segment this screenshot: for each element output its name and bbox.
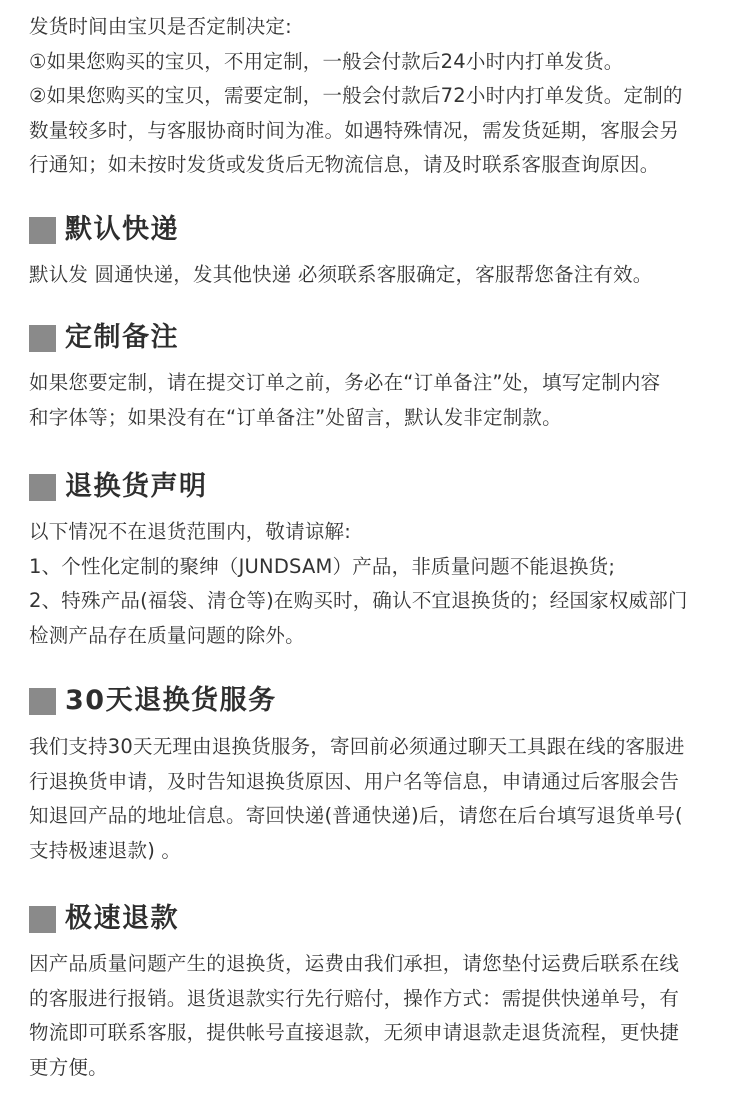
section-heading-return-statement: [29, 469, 208, 505]
body-line: 支持极速退款) 。: [29, 838, 182, 862]
section-title: 退换货声明: [65, 471, 208, 502]
section-heading-30-day-return: [29, 683, 277, 719]
section-heading-express-refund: [29, 901, 179, 937]
heading-marker: [29, 325, 56, 352]
section-body-custom-note: [29, 366, 719, 435]
heading-marker: [29, 906, 56, 933]
intro-line: ①如果您购买的宝贝，不用定制，一般会付款后24小时内打单发货。: [29, 49, 624, 73]
body-line: 2、特殊产品(福袋、清仓等)在购买时，确认不宜退换货的；经国家权威部门: [29, 589, 688, 612]
intro-line: 数量较多时，与客服协商时间为准。如遇特殊情况，需发货延期，客服会另: [29, 118, 680, 142]
section-title: 极速退款: [65, 903, 179, 934]
intro-line: 发货时间由宝贝是否定制决定:: [29, 15, 292, 38]
intro-paragraph: [29, 10, 719, 183]
body-line: 检测产品存在质量问题的除外。: [29, 623, 305, 647]
section-title: 定制备注: [65, 322, 179, 353]
section-body-express-refund: [29, 947, 719, 1085]
heading-marker: [29, 474, 56, 501]
heading-marker: [29, 217, 56, 244]
section-heading-custom-note: [29, 320, 179, 356]
section-heading-default-courier: [29, 212, 179, 248]
body-line: 更方便。: [29, 1055, 108, 1079]
body-line: 1、个性化定制的聚绅（JUNDSAM）产品，非质量问题不能退换货;: [29, 554, 616, 578]
body-line: 因产品质量问题产生的退换货，运费由我们承担，请您垫付运费后联系在线: [29, 952, 680, 975]
body-line: 和字体等；如果没有在“订单备注”处留言，默认发非定制款。: [29, 405, 562, 429]
body-line: 默认发 圆通快递，发其他快递 必须联系客服确定，客服帮您备注有效。: [29, 263, 653, 286]
body-line: 知退回产品的地址信息。寄回快递(普通快递)后，请您在后台填写退货单号(: [29, 804, 683, 827]
intro-line: ②如果您购买的宝贝，需要定制，一般会付款后72小时内打单发货。定制的: [29, 84, 683, 107]
heading-marker: [29, 688, 56, 715]
body-line: 的客服进行报销。退货退款实行先行赔付，操作方式：需提供快递单号，有: [29, 986, 680, 1010]
section-title: 默认快递: [65, 214, 179, 245]
body-line: 我们支持30天无理由退换货服务，寄回前必须通过聊天工具跟在线的客服进: [29, 735, 685, 758]
section-body-return-statement: [29, 515, 719, 653]
body-line: 如果您要定制，请在提交订单之前，务必在“订单备注”处，填写定制内容: [29, 371, 661, 394]
section-body-default-courier: [29, 258, 719, 293]
section-body-30-day-return: [29, 730, 719, 868]
body-line: 行退换货申请，及时告知退换货原因、用户名等信息，申请通过后客服会告: [29, 769, 680, 793]
body-line: 以下情况不在退货范围内，敬请谅解:: [29, 520, 351, 543]
intro-line: 行通知；如未按时发货或发货后无物流信息，请及时联系客服查询原因。: [29, 153, 660, 176]
body-line: 物流即可联系客服，提供帐号直接退款，无须申请退款走退货流程，更快捷: [29, 1021, 680, 1044]
section-title: 30天退换货服务: [65, 685, 277, 716]
